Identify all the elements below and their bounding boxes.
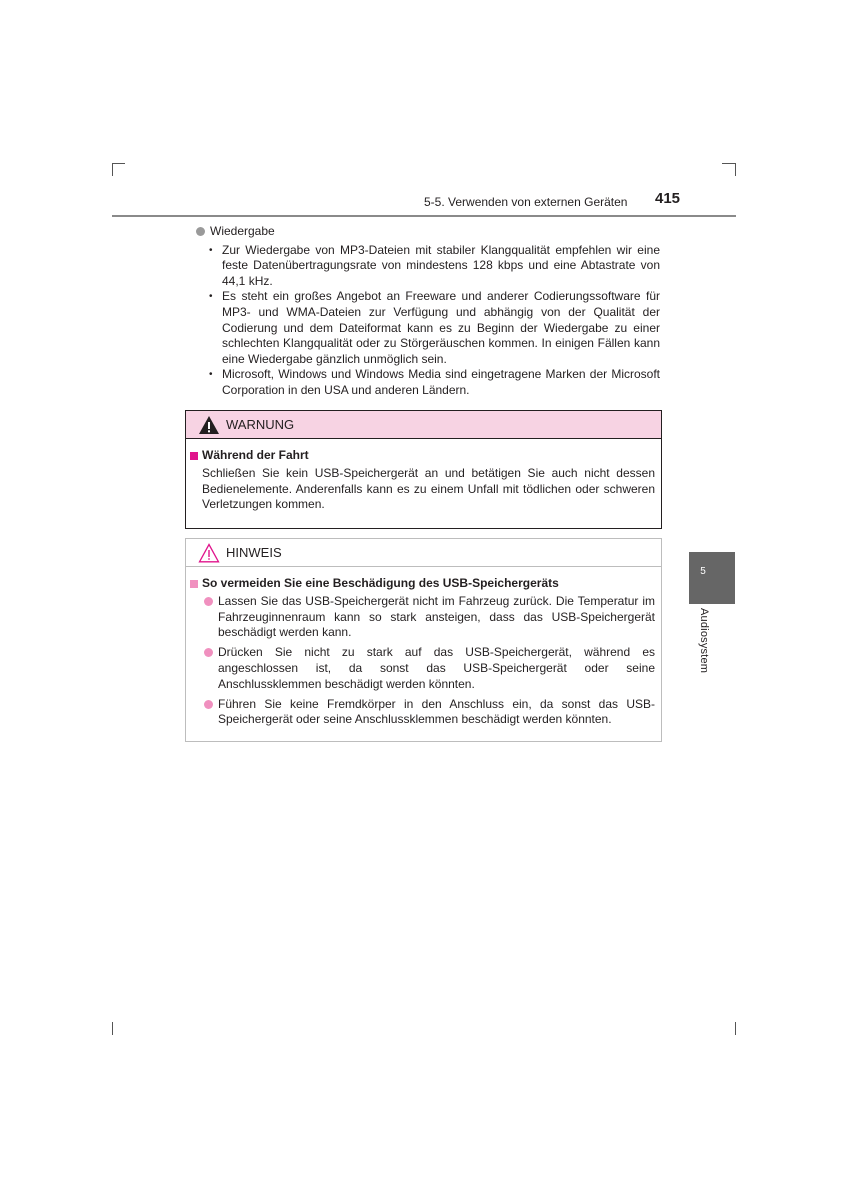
warning-triangle-icon (198, 415, 220, 435)
pink-square-icon (190, 452, 198, 460)
crop-mark-top-right-horizontal (722, 163, 735, 164)
notice-header (186, 539, 661, 567)
chapter-tab (689, 552, 735, 604)
list-item: • Es steht ein großes Angebot an Freeware und anderer Codierungssoftware für MP3- und WMA-Dateien zur Verfügung und abhängig von der Qualität der Codierung und dem Dateiformat kann es zu Beginn der Wiedergabe zu einer schlechten Klangqualität oder zu Störgeräuschen kommen. In einigen Fällen kann eine Wiedergabe gänzlich unmöglich sein. (209, 289, 660, 367)
pink-square-icon (190, 580, 198, 588)
list-item: • Microsoft, Windows und Windows Media sind eingetragene Marken der Microsoft Corporation in den USA und anderen Ländern. (209, 367, 660, 398)
notice-body (186, 567, 661, 728)
playback-heading (196, 224, 660, 240)
crop-mark-bottom-right (735, 1022, 736, 1035)
playback-section (196, 224, 660, 399)
crop-mark-top-left-vertical (112, 163, 113, 176)
list-item (203, 594, 655, 641)
notice-item-text: Führen Sie keine Fremdkörper in den Anschluss ein, da sonst das USB-Speichergerät oder seine Anschlussklemmen beschädigt werden könnten. (218, 696, 655, 727)
header-rule (112, 215, 736, 217)
crop-mark-top-left-horizontal (112, 163, 125, 164)
pink-circle-icon (204, 648, 213, 657)
chapter-number: 5 (700, 566, 706, 577)
section-title: 5-5. Verwenden von externen Geräten (424, 195, 628, 209)
page-number: 415 (655, 190, 681, 207)
warning-label: WARNUNG (226, 417, 295, 432)
notice-label: HINWEIS (226, 545, 282, 560)
notice-title-text: So vermeiden Sie eine Beschädigung des USB-Speichergeräts (202, 576, 559, 590)
warning-text: Schließen Sie kein USB-Speichergerät an und betätigen Sie auch nicht dessen Bedienelemente. Anderenfalls kann es zu einem Unfall mit tödlichen oder schweren Verletzungen kommen. (202, 465, 655, 512)
caution-triangle-icon (198, 543, 220, 563)
warning-header (186, 411, 661, 439)
warning-box (185, 410, 662, 529)
crop-mark-top-right-vertical (735, 163, 736, 176)
warning-title (190, 448, 661, 464)
list-item (203, 697, 655, 729)
warning-title-text: Während der Fahrt (202, 448, 309, 462)
gray-circle-icon (196, 227, 205, 236)
notice-box (185, 538, 662, 742)
notice-item-text: Lassen Sie das USB-Speichergerät nicht im Fahrzeug zurück. Die Temperatur im Fahrzeuginnenraum kann so stark ansteigen, dass das USB-Speichergerät beschädigt werden kann. (218, 593, 655, 640)
chapter-label: Audiosystem (698, 608, 710, 674)
notice-items (190, 594, 661, 728)
playback-bullets (196, 243, 660, 399)
list-item (203, 645, 655, 692)
notice-title (190, 576, 661, 592)
list-item: • Zur Wiedergabe von MP3-Dateien mit stabiler Klangqualität empfehlen wir eine feste Datenübertragungsrate von mindestens 128 kbps und eine Abtastrate von 44,1 kHz. (209, 243, 660, 290)
playback-heading-text: Wiedergabe (210, 224, 275, 238)
crop-mark-bottom-left (112, 1022, 113, 1035)
notice-item-text: Drücken Sie nicht zu stark auf das USB-Speichergerät, während es angeschlossen ist, da sonst das USB-Speichergerät oder seine Anschlussklemmen beschädigt werden könnten. (218, 645, 655, 691)
pink-circle-icon (204, 700, 213, 709)
pink-circle-icon (204, 597, 213, 606)
warning-body (186, 439, 661, 513)
